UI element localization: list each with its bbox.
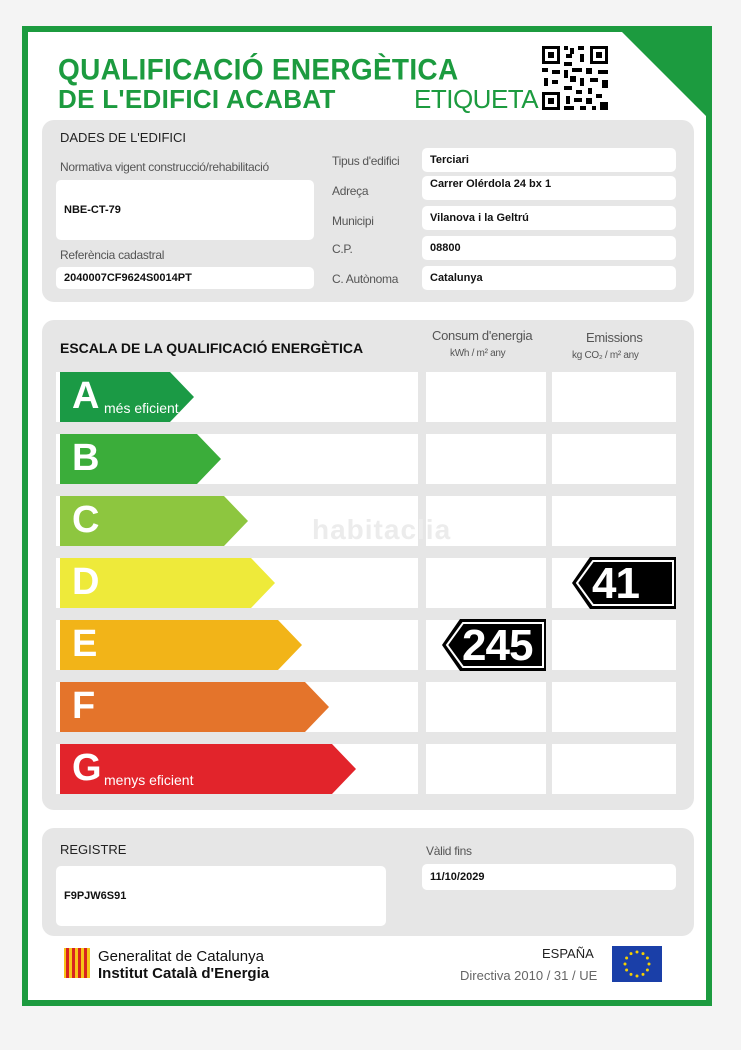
- energy-class-caption: més eficient: [104, 400, 179, 416]
- emissions-cell: [552, 372, 676, 422]
- energy-class-bar-f: [60, 682, 329, 732]
- valid-field: 11/10/2029: [422, 864, 676, 890]
- referencia-field: 2040007CF9624S0014PT: [56, 267, 314, 289]
- consum-cell: [426, 434, 546, 484]
- normativa-label: Normativa vigent construcció/rehabilitació: [60, 160, 269, 174]
- consum-cell: [426, 558, 546, 608]
- building-data-panel: [42, 120, 694, 302]
- energy-label: [22, 26, 712, 1006]
- footer-generalitat: Generalitat de Catalunya: [98, 948, 264, 965]
- eu-flag-icon: [612, 946, 662, 982]
- footer-espana: ESPAÑA: [542, 946, 594, 961]
- municipi-field: Vilanova i la Geltrú: [422, 206, 676, 230]
- energy-class-caption: menys eficient: [104, 772, 194, 788]
- energy-class-letter: C: [72, 499, 100, 541]
- emissions-cell: [552, 744, 676, 794]
- consumption-indicator: [442, 619, 546, 671]
- energy-class-bar-e: [60, 620, 302, 670]
- qr-code-icon: [540, 44, 610, 112]
- tipus-field: Terciari: [422, 148, 676, 172]
- energy-scale-panel: [42, 320, 694, 810]
- adreca-label: Adreça: [332, 184, 369, 198]
- energy-class-bar-c: [60, 496, 248, 546]
- building-data-title: DADES DE L'EDIFICI: [60, 130, 187, 145]
- emissions-cell: [552, 496, 676, 546]
- watermark: habitaclia: [312, 514, 452, 545]
- emissions-indicator-value: 41: [592, 559, 639, 608]
- title-line-2: DE L'EDIFICI ACABAT: [58, 84, 336, 114]
- consum-cell: [426, 682, 546, 732]
- scale-title: ESCALA DE LA QUALIFICACIÓ ENERGÈTICA: [60, 340, 364, 356]
- valid-label: Vàlid fins: [426, 844, 472, 858]
- tipus-label: Tipus d'edifici: [332, 154, 400, 168]
- etiqueta-label: ETIQUETA: [414, 84, 539, 114]
- adreca-field: Carrer Olérdola 24 bx 1: [422, 176, 676, 200]
- normativa-field: NBE-CT-79: [56, 180, 314, 240]
- municipi-label: Municipi: [332, 214, 374, 228]
- cp-label: C.P.: [332, 242, 353, 256]
- energy-class-letter: D: [72, 561, 100, 603]
- emissions-cell: [552, 620, 676, 670]
- footer-institut: Institut Català d'Energia: [98, 965, 270, 982]
- energy-class-bar-b: [60, 434, 221, 484]
- footer-directiva: Directiva 2010 / 31 / UE: [460, 968, 598, 983]
- energy-class-letter: B: [72, 437, 100, 479]
- title-line-1: QUALIFICACIÓ ENERGÈTICA: [58, 53, 459, 86]
- energy-class-letter: A: [72, 375, 100, 417]
- energy-class-bar-g: [60, 744, 356, 794]
- consum-unit: kWh / m² any: [450, 348, 506, 359]
- registre-panel: [42, 828, 694, 936]
- emissions-indicator: [572, 557, 676, 609]
- consum-cell: [426, 744, 546, 794]
- consumption-indicator-value: 245: [462, 621, 533, 670]
- emissions-cell: [552, 434, 676, 484]
- generalitat-logo-icon: [64, 948, 90, 978]
- emissions-header: Emissions: [586, 330, 643, 345]
- corner-decoration: [616, 26, 712, 122]
- cp-field: 08800: [422, 236, 676, 260]
- energy-class-letter: G: [72, 747, 102, 789]
- energy-class-bar-a: [60, 372, 194, 422]
- registre-label: REGISTRE: [60, 842, 127, 857]
- consum-cell: [426, 372, 546, 422]
- consum-header: Consum d'energia: [432, 328, 533, 343]
- energy-class-letter: F: [72, 685, 96, 727]
- autonoma-field: Catalunya: [422, 266, 676, 290]
- energy-class-bar-d: [60, 558, 275, 608]
- registre-field: F9PJW6S91: [56, 866, 386, 926]
- referencia-label: Referència cadastral: [60, 248, 165, 262]
- autonoma-label: C. Autònoma: [332, 272, 399, 286]
- emissions-cell: [552, 682, 676, 732]
- emissions-unit: kg CO₂ / m² any: [572, 350, 639, 361]
- energy-class-letter: E: [72, 623, 98, 665]
